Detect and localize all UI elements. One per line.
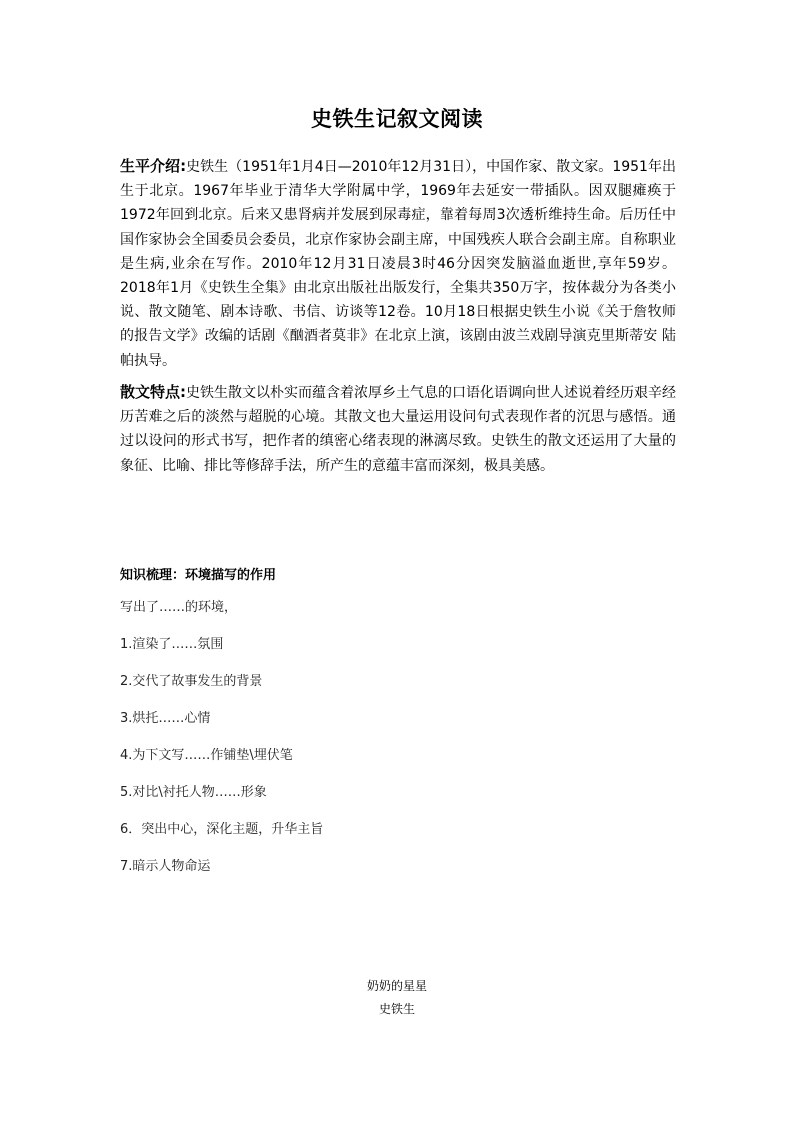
bio-text: 史铁生（1951年1月4日—2010年12月31日），中国作家、散文家。1951年出生于北京。1967年毕业于清华大学附属中学，1969年去延安一带插队。因双腿瘫痪于1972年回到北京。后来又患肾病并发展到尿毒症，靠着每周3次透析维持生命。后历任中国作家协会全国委员会委员，北京作家协会副主席，中国残疾人联合会副主席。自称职业是生病,业余在写作。2010年12月31日凌晨3时46分因突发脑溢血逝世,享年59岁。 2018年1月《史铁生全集》由北京出版社出版发行，全集共350万字，按体裁分为各类小说、散文随笔、剧本诗歌、书信、访谈等12卷。10月18日根据史铁生小说《关于詹牧师的报告文学》改编的话剧《酗酒者莫非》在北京上演，该剧由波兰戏剧导演克里斯蒂安 陆帕执导。 <box>120 159 676 369</box>
page-title: 史铁生记叙文阅读 <box>311 107 483 131</box>
list-item: 2.交代了故事发生的背景 <box>120 674 263 689</box>
list-item: 6．突出中心，深化主题，升华主旨 <box>120 822 324 837</box>
list-item: 写出了……的环境， <box>120 600 238 615</box>
bio-label: 生平介绍: <box>120 157 187 175</box>
knowledge-list <box>120 598 680 894</box>
list-item: 4.为下文写……作铺垫\埋伏笔 <box>120 748 293 763</box>
features-paragraph <box>120 380 676 478</box>
list-item: 1.渲染了……氛围 <box>120 637 224 652</box>
list-item: 7.暗示人物命运 <box>120 859 211 874</box>
poem-title: 奶奶的星星 <box>366 979 427 993</box>
knowledge-section <box>120 566 680 894</box>
list-item: 3.烘托……心情 <box>120 711 211 726</box>
poem-header <box>0 975 794 1021</box>
poem-author: 史铁生 <box>378 1002 415 1016</box>
features-text: 史铁生散文以朴实而蕴含着浓厚乡土气息的口语化语调向世人述说着经历艰辛经历苦难之后的淡然与超脱的心境。其散文也大量运用设问句式表现作者的沉思与感悟。通过以设问的形式书写，把作者的缜密心绪表现的淋漓尽致。史铁生的散文还运用了大量的象征、比喻、排比等修辞手法，所产生的意蕴丰富而深刻，极具美感。 <box>120 385 676 474</box>
knowledge-heading: 知识梳理：环境描写的作用 <box>120 568 277 583</box>
features-label: 散文特点: <box>120 383 186 401</box>
list-item: 5.对比\衬托人物……形象 <box>120 785 267 800</box>
bio-paragraph <box>120 154 676 373</box>
